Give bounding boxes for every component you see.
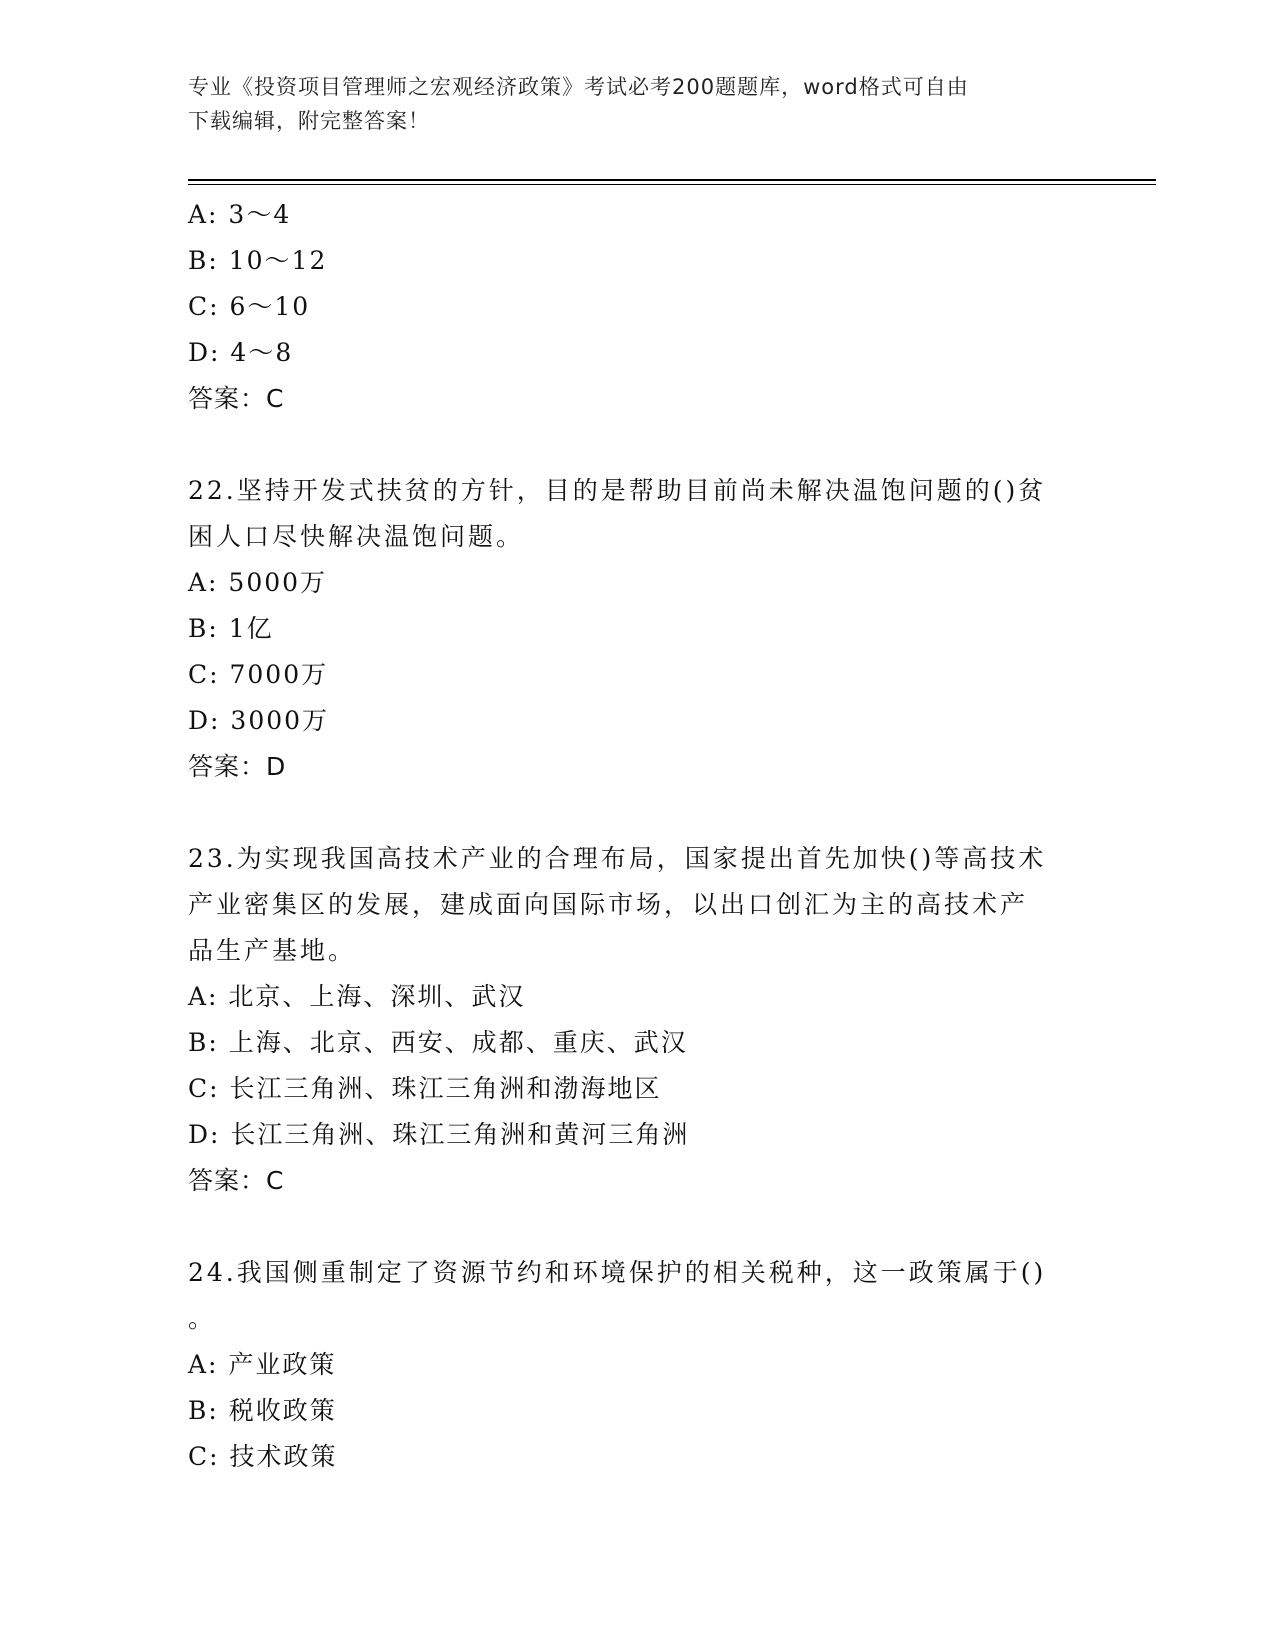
question-text-line: 产业密集区的发展，建成面向国际市场，以出口创汇为主的高技术产: [188, 890, 1029, 919]
question-list: [188, 192, 1088, 1480]
option-b: B: 税收政策: [188, 1396, 337, 1425]
option-c: C: 6～10: [188, 292, 311, 321]
question-24: [188, 1250, 1088, 1342]
option-c: C: 7000万: [188, 660, 329, 689]
option-c: C: 技术政策: [188, 1442, 338, 1471]
header-rule-thick: [188, 179, 1156, 181]
answer: 答案：C: [188, 384, 285, 413]
question-text-line: 24.我国侧重制定了资源节约和环境保护的相关税种，这一政策属于(): [188, 1258, 1047, 1287]
answer: 答案：C: [188, 1166, 285, 1195]
question-text-line: 品生产基地。: [188, 936, 357, 965]
question-22-options: [188, 560, 1088, 790]
question-text-line: 22.坚持开发式扶贫的方针，目的是帮助目前尚未解决温饱问题的()贫: [188, 476, 1047, 505]
question-text-line: 。: [188, 1304, 217, 1333]
option-b: B: 1亿: [188, 614, 274, 643]
answer: 答案：D: [188, 752, 287, 781]
option-d: D: 3000万: [188, 706, 330, 735]
question-22: [188, 468, 1088, 560]
option-a: A: 5000万: [188, 568, 328, 597]
option-c: C: 长江三角洲、珠江三角洲和渤海地区: [188, 1074, 662, 1103]
question-23: [188, 836, 1088, 974]
option-b: B: 上海、北京、西安、成都、重庆、武汉: [188, 1028, 688, 1057]
question-text-line: 困人口尽快解决温饱问题。: [188, 522, 525, 551]
option-d: D: 4～8: [188, 338, 294, 367]
document-header: [188, 70, 1088, 138]
option-d: D: 长江三角洲、珠江三角洲和黄河三角洲: [188, 1120, 690, 1149]
header-line-1: 专业《投资项目管理师之宏观经济政策》考试必考200题题库，word格式可自由: [188, 75, 969, 99]
option-a: A: 产业政策: [188, 1350, 337, 1379]
question-text-line: 23.为实现我国高技术产业的合理布局，国家提出首先加快()等高技术: [188, 844, 1047, 873]
option-a: A: 3～4: [188, 200, 292, 229]
option-b: B: 10～12: [188, 246, 328, 275]
option-a: A: 北京、上海、深圳、武汉: [188, 982, 526, 1011]
question-21-options: [188, 192, 1088, 422]
header-rule-thin: [188, 184, 1156, 185]
question-24-options: [188, 1342, 1088, 1480]
header-line-2: 下载编辑，附完整答案！: [188, 109, 430, 133]
question-23-options: [188, 974, 1088, 1204]
